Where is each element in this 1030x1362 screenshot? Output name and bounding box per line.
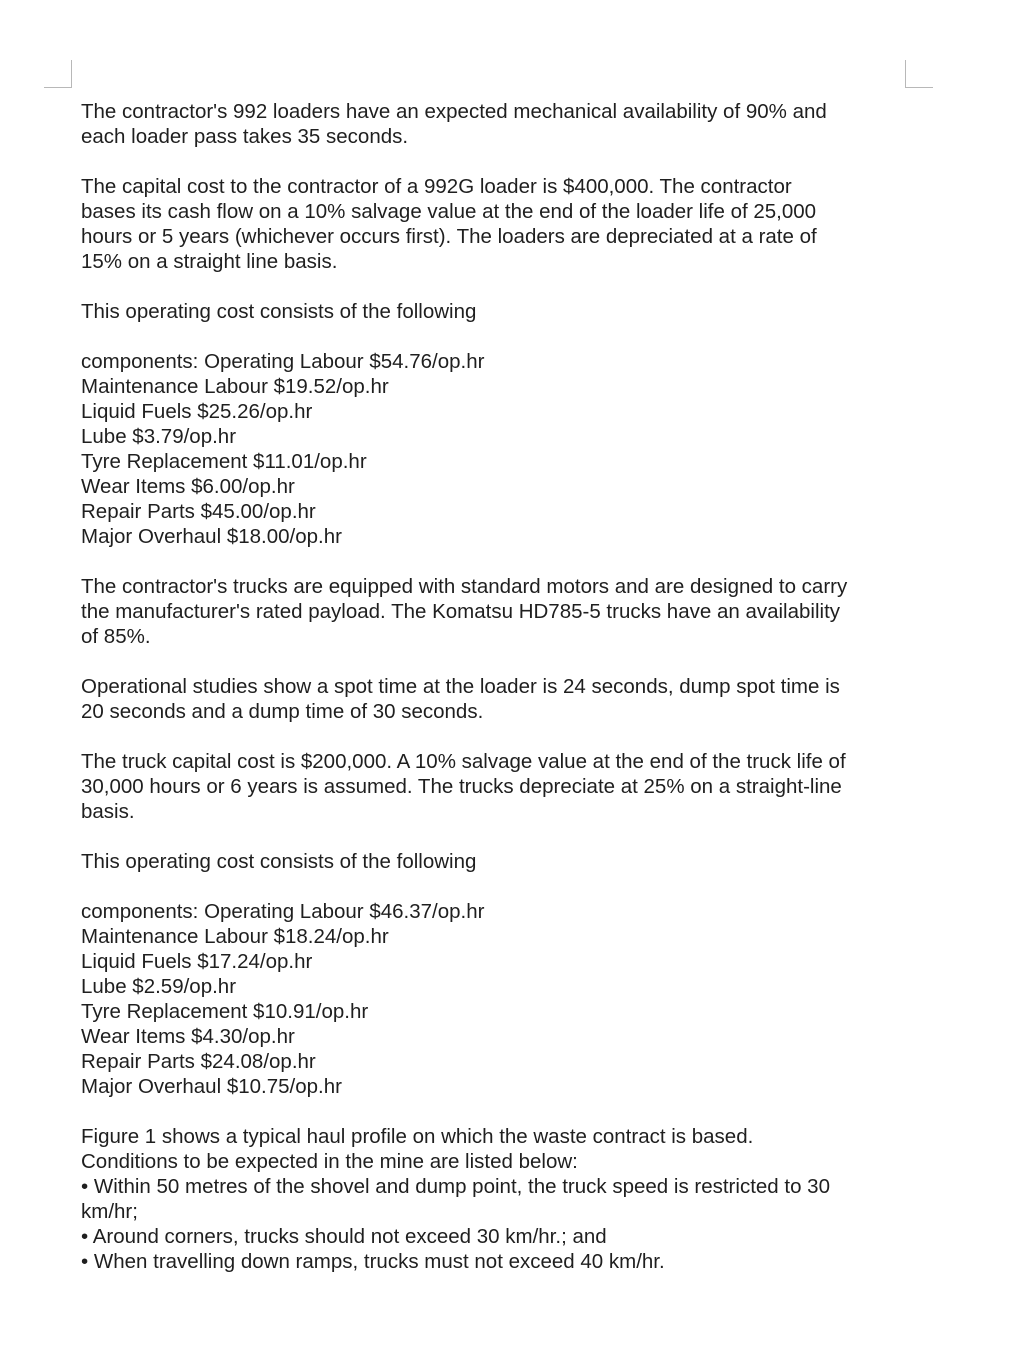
text-line: • Within 50 metres of the shovel and dump point, the truck speed is restricted to 30 [81, 1175, 830, 1198]
text-line: This operating cost consists of the following [81, 850, 477, 873]
loader-cost-components [81, 349, 911, 549]
document-body [81, 99, 911, 1274]
text-line: Repair Parts $45.00/op.hr [81, 500, 316, 523]
text-line: components: Operating Labour $54.76/op.hr [81, 350, 485, 373]
text-line: The contractor's 992 loaders have an expected mechanical availability of 90% and [81, 100, 827, 123]
text-line: Conditions to be expected in the mine are listed below: [81, 1150, 578, 1173]
text-line: Tyre Replacement $10.91/op.hr [81, 1000, 369, 1023]
text-line: Wear Items $4.30/op.hr [81, 1025, 295, 1048]
text-line: bases its cash flow on a 10% salvage value at the end of the loader life of 25,000 [81, 200, 817, 223]
text-line: Tyre Replacement $11.01/op.hr [81, 450, 367, 473]
text-line: Maintenance Labour $18.24/op.hr [81, 925, 389, 948]
loader-availability-paragraph [81, 99, 911, 149]
text-line: 20 seconds and a dump time of 30 seconds. [81, 700, 484, 723]
operational-studies-paragraph [81, 674, 911, 724]
text-line: Lube $2.59/op.hr [81, 975, 237, 998]
text-line: This operating cost consists of the following [81, 300, 477, 323]
text-line: The capital cost to the contractor of a 992G loader is $400,000. The contractor [81, 175, 792, 198]
truck-availability-paragraph [81, 574, 911, 649]
text-line: • Around corners, trucks should not exceed 30 km/hr.; and [81, 1225, 607, 1248]
text-line: Lube $3.79/op.hr [81, 425, 237, 448]
text-line: the manufacturer's rated payload. The Komatsu HD785-5 trucks have an availability [81, 600, 841, 623]
text-line: each loader pass takes 35 seconds. [81, 125, 409, 148]
loader-capital-cost-paragraph [81, 174, 911, 274]
text-line: The contractor's trucks are equipped with standard motors and are designed to carry [81, 575, 848, 598]
text-line: Maintenance Labour $19.52/op.hr [81, 375, 389, 398]
haul-profile-conditions [81, 1124, 911, 1274]
text-line: Figure 1 shows a typical haul profile on which the waste contract is based. [81, 1125, 754, 1148]
truck-capital-cost-paragraph [81, 749, 911, 824]
text-line: 30,000 hours or 6 years is assumed. The trucks depreciate at 25% on a straight-line [81, 775, 842, 798]
text-line: Wear Items $6.00/op.hr [81, 475, 295, 498]
truck-cost-components [81, 899, 911, 1099]
text-line: basis. [81, 800, 135, 823]
text-line: Major Overhaul $10.75/op.hr [81, 1075, 342, 1098]
truck-operating-cost-intro [81, 849, 911, 874]
text-line: Repair Parts $24.08/op.hr [81, 1050, 316, 1073]
text-line: of 85%. [81, 625, 151, 648]
text-line: Liquid Fuels $17.24/op.hr [81, 950, 313, 973]
text-line: Operational studies show a spot time at the loader is 24 seconds, dump spot time is [81, 675, 840, 698]
text-line: Major Overhaul $18.00/op.hr [81, 525, 342, 548]
text-line: hours or 5 years (whichever occurs first). The loaders are depreciated at a rate of [81, 225, 817, 248]
page-corner-mark-top-left [44, 60, 72, 88]
loader-operating-cost-intro [81, 299, 911, 324]
page-corner-mark-top-right [905, 60, 933, 88]
text-line: Liquid Fuels $25.26/op.hr [81, 400, 313, 423]
text-line: • When travelling down ramps, trucks must not exceed 40 km/hr. [81, 1250, 665, 1273]
text-line: 15% on a straight line basis. [81, 250, 338, 273]
text-line: km/hr; [81, 1200, 138, 1223]
text-line: The truck capital cost is $200,000. A 10% salvage value at the end of the truck life of [81, 750, 846, 773]
text-line: components: Operating Labour $46.37/op.hr [81, 900, 485, 923]
